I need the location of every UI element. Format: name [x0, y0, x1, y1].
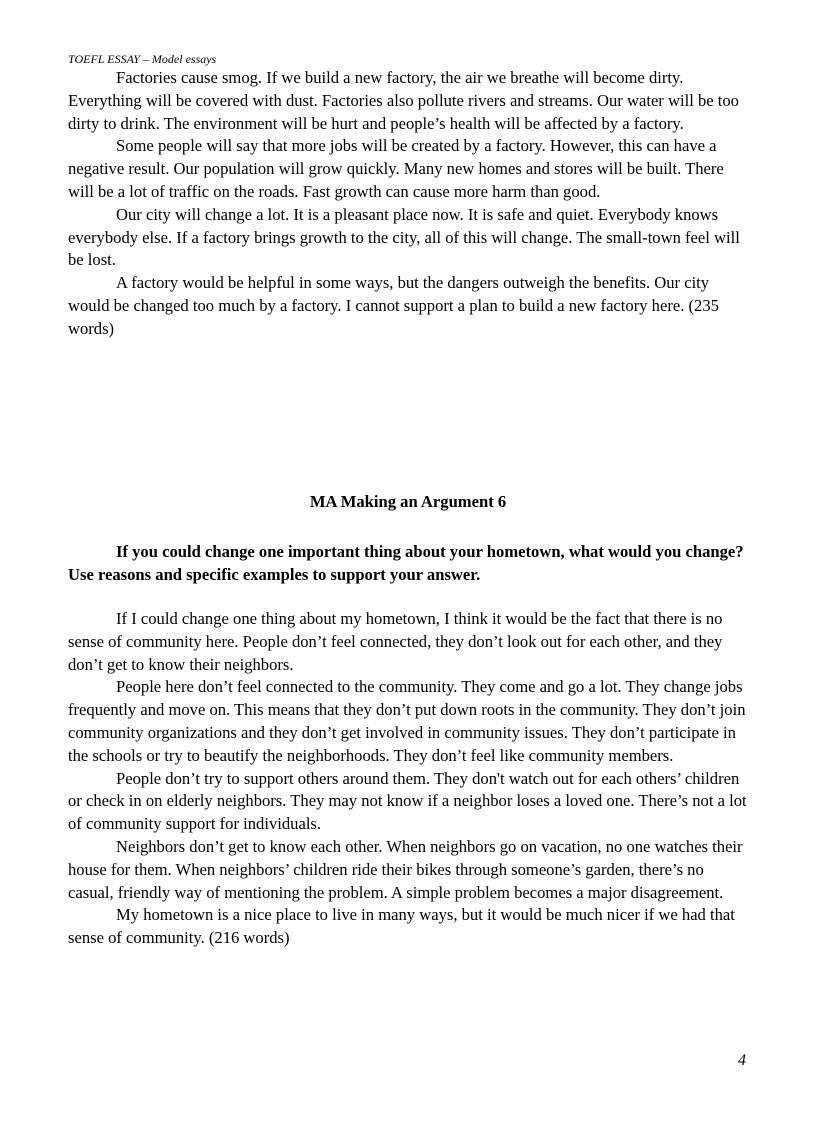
- essay-top: [68, 67, 752, 341]
- essay-paragraph: My hometown is a nice place to live in many ways, but it would be much nicer if we had that sense of community. (216 words): [68, 905, 735, 948]
- essay-paragraph: Factories cause smog. If we build a new factory, the air we breathe will become dirty. Everything will be covered with dust. Factories also pollute rivers and streams. Our water will be too dirty to drink. The environment will be hurt and people’s health will be affected by a factory.: [68, 68, 739, 133]
- essay-paragraph: Some people will say that more jobs will be created by a factory. However, this can have a negative result. Our population will grow quickly. Many new homes and stores will be built. There will be a lot of traffic on the roads. Fast growth can cause more harm than good.: [68, 136, 724, 201]
- essay-paragraph: People here don’t feel connected to the community. They come and go a lot. They change jobs frequently and move on. This means that they don’t put down roots in the community. They don’t join community organizations and they don’t get involved in community issues. They don’t participate in the schools or try to beautify the neighborhoods. They don’t feel like community members.: [68, 677, 746, 765]
- essay-paragraph: A factory would be helpful in some ways, but the dangers outweigh the benefits. Our city would be changed too much by a factory. I cannot support a plan to build a new factory here. (235 words): [68, 273, 719, 338]
- essay-bottom: [68, 608, 752, 950]
- essay-paragraph: If I could change one thing about my hometown, I think it would be the fact that there is no sense of community here. People don’t feel connected, they don’t look out for each other, and they don’t get to know their neighbors.: [68, 609, 723, 674]
- essay-paragraph: Our city will change a lot. It is a pleasant place now. It is safe and quiet. Everybody knows everybody else. If a factory brings growth to the city, all of this will change. The small-town feel will be lost.: [68, 204, 740, 270]
- essay-paragraph: Neighbors don’t get to know each other. When neighbors go on vacation, no one watches their house for them. When neighbors’ children ride their bikes through someone’s garden, there’s no casual, friendly way of mentioning the problem. A simple problem becomes a major disagreement.: [68, 836, 743, 902]
- running-header: TOEFL ESSAY – Model essays: [68, 52, 217, 66]
- essay-prompt: If you could change one important thing about your hometown, what would you change? Use reasons and specific examples to support your answer.: [68, 542, 744, 584]
- section-title: MA Making an Argument 6: [309, 492, 507, 511]
- essay-paragraph: People don’t try to support others around them. They don't watch out for each others’ children or check in on elderly neighbors. They may not know if a neighbor loses a loved one. There’s not a lot of community support for individuals.: [68, 768, 747, 834]
- page-number: 4: [738, 1052, 746, 1069]
